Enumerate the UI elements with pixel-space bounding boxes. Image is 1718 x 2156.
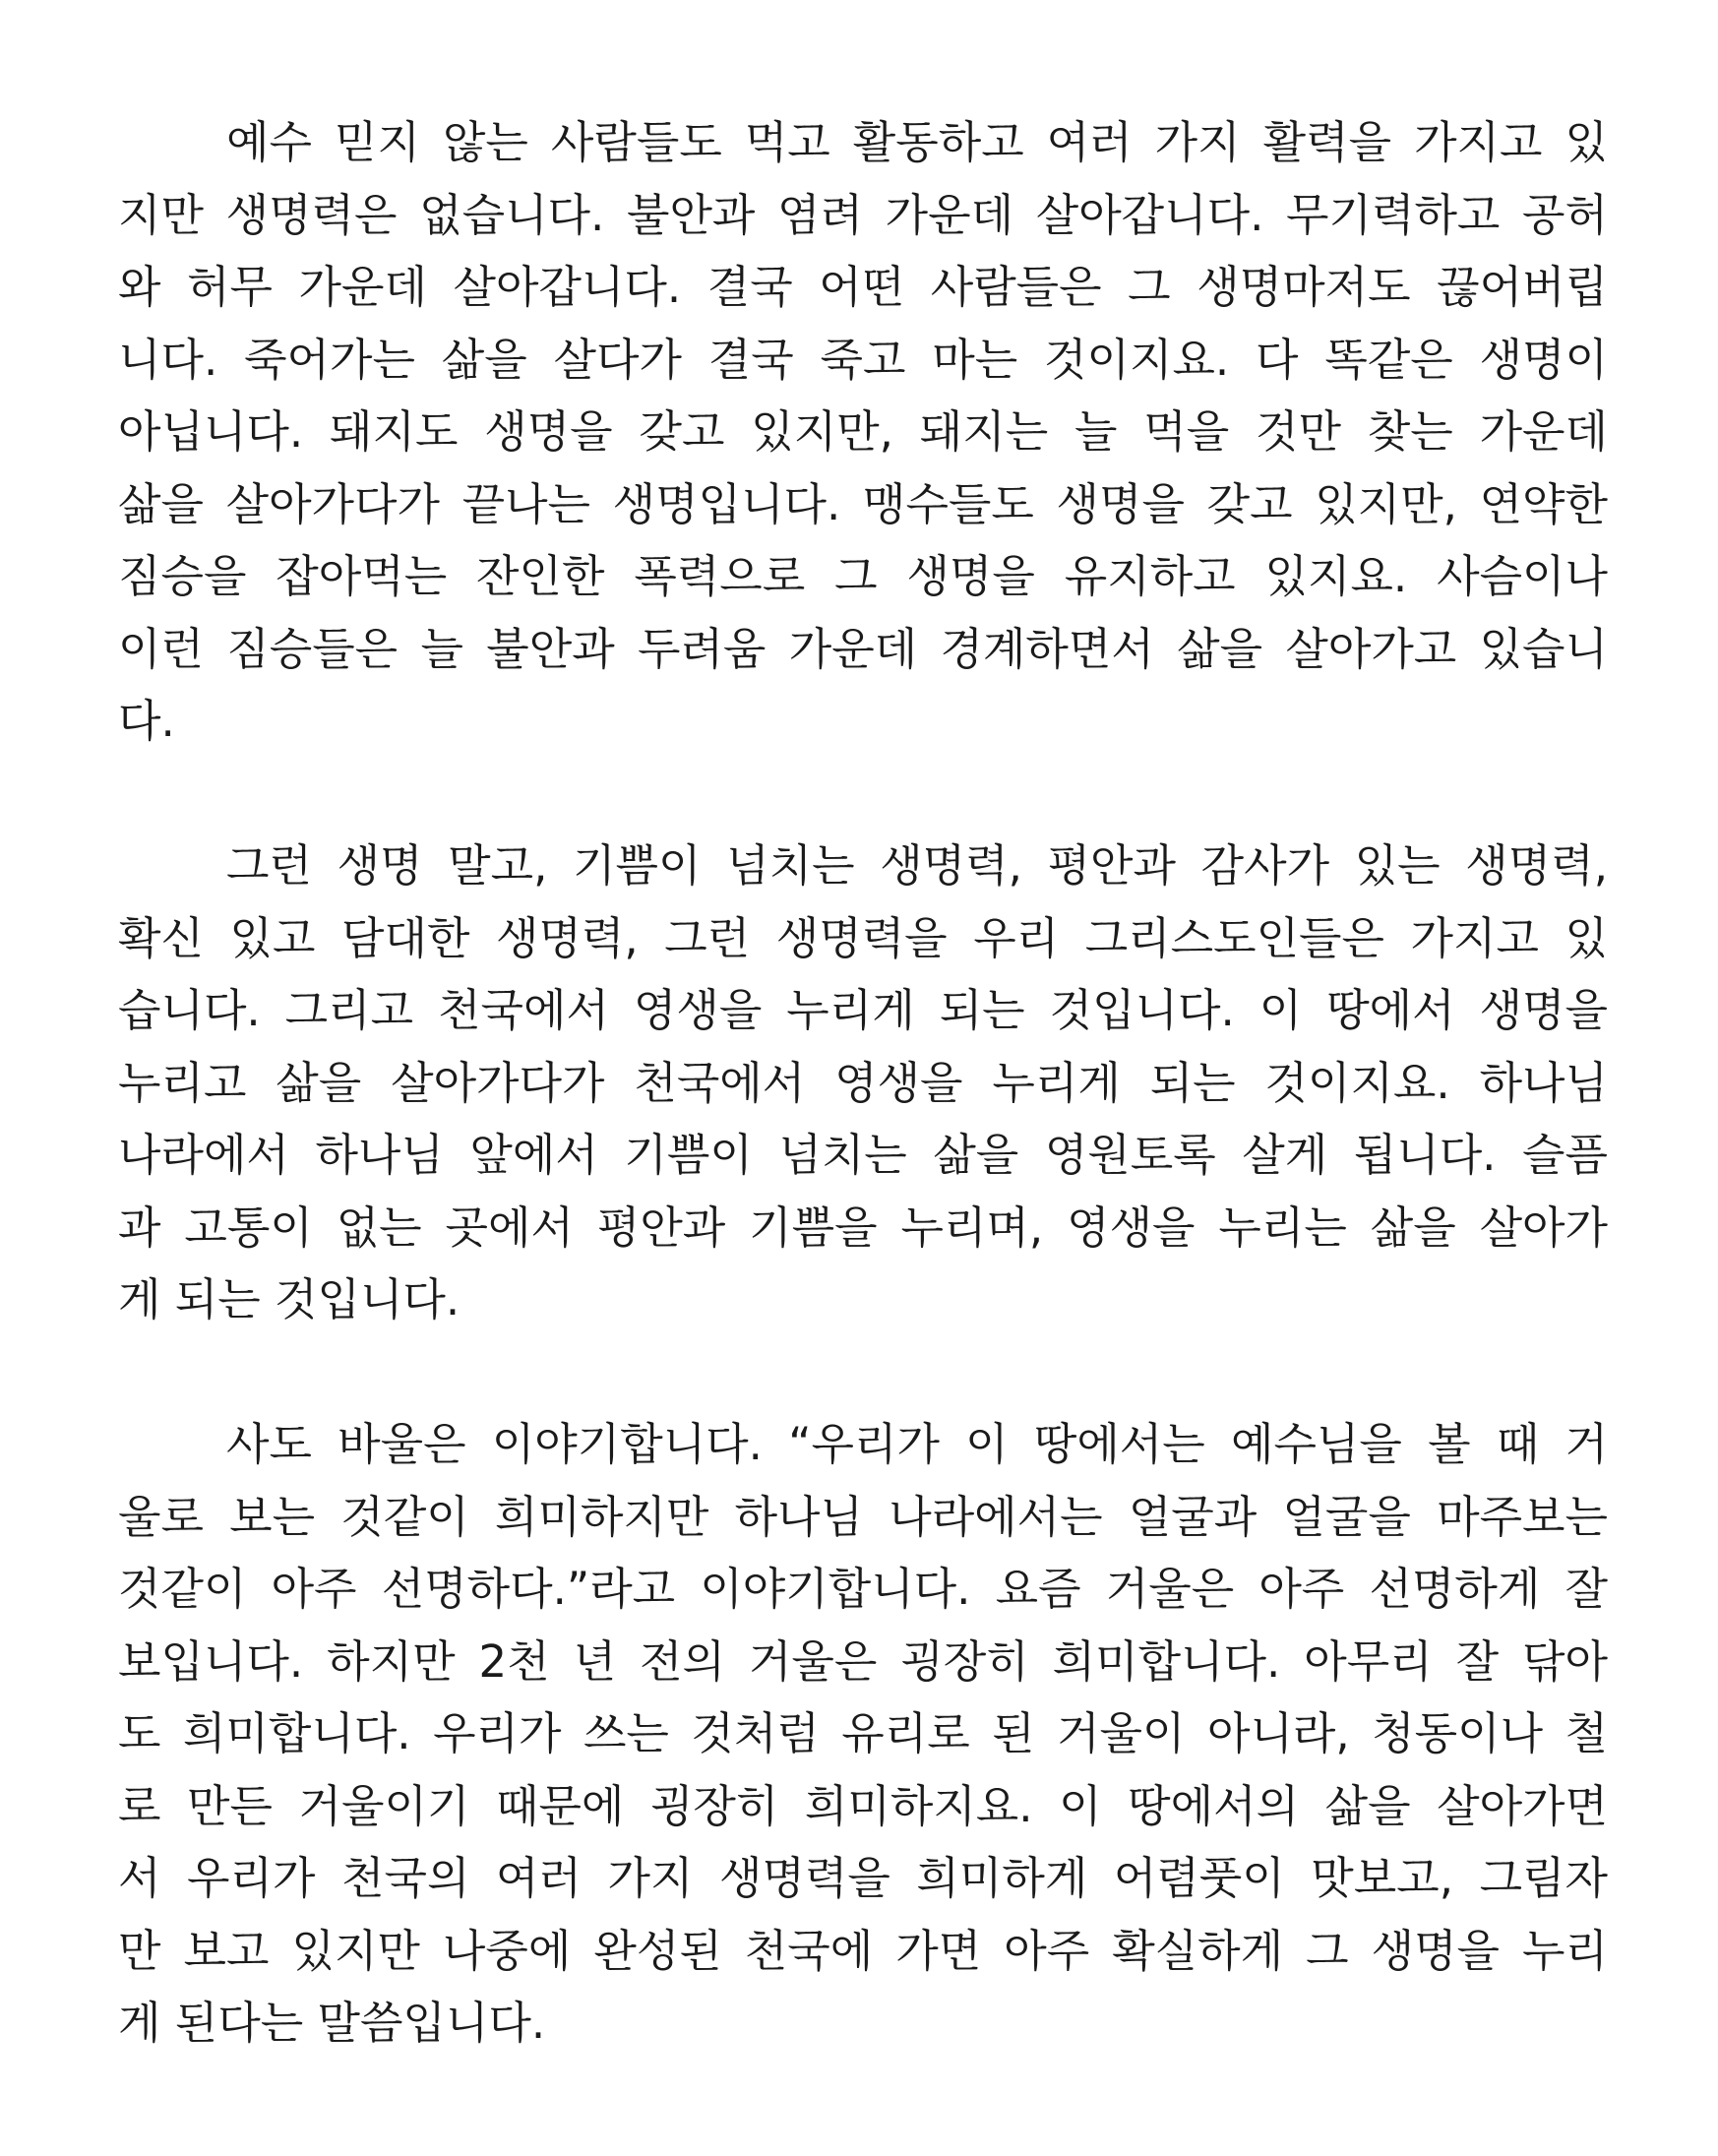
document-page	[118, 106, 1608, 2131]
text-line: 아닙니다. 돼지도 생명을 갖고 있지만, 돼지는 늘 먹을 것만 찾는 가운데	[118, 405, 1608, 458]
text-line: 니다. 죽어가는 삶을 살다가 결국 죽고 마는 것이지요. 다 똑같은 생명이	[118, 333, 1608, 386]
text-line: 짐승을 잡아먹는 잔인한 폭력으로 그 생명을 유지하고 있지요. 사슴이나	[118, 550, 1608, 602]
paragraph-2	[118, 830, 1608, 1336]
text-line: 울로 보는 것같이 희미하지만 하나님 나라에서는 얼굴과 얼굴을 마주보는	[118, 1490, 1608, 1543]
text-line: 게 되는 것입니다.	[118, 1273, 460, 1325]
text-line: 것같이 아주 선명하다.”라고 이야기합니다. 요즘 거울은 아주 선명하게 잘	[118, 1563, 1608, 1615]
text-line: 나라에서 하나님 앞에서 기쁨이 넘치는 삶을 영원토록 살게 됩니다. 슬픔	[118, 1129, 1608, 1181]
text-line: 다.	[118, 695, 175, 747]
text-line: 지만 생명력은 없습니다. 불안과 염려 가운데 살아갑니다. 무기력하고 공허	[118, 188, 1608, 241]
text-line: 게 된다는 말씀입니다.	[118, 1997, 546, 2049]
text-line: 습니다. 그리고 천국에서 영생을 누리게 되는 것입니다. 이 땅에서 생명을	[118, 984, 1608, 1036]
text-line: 보입니다. 하지만 2천 년 전의 거울은 굉장히 희미합니다. 아무리 잘 닦아	[118, 1634, 1608, 1688]
text-line: 그런 생명 말고, 기쁨이 넘치는 생명력, 평안과 감사가 있는 생명력,	[226, 839, 1608, 892]
text-line: 이런 짐승들은 늘 불안과 두려움 가운데 경계하면서 삶을 살아가고 있습니	[118, 622, 1608, 675]
text-line: 로 만든 거울이기 때문에 굉장히 희미하지요. 이 땅에서의 삶을 살아가면	[118, 1779, 1608, 1832]
text-line: 확신 있고 담대한 생명력, 그런 생명력을 우리 그리스도인들은 가지고 있	[118, 911, 1608, 964]
paragraph-1	[118, 106, 1608, 758]
text-line: 만 보고 있지만 나중에 완성된 천국에 가면 아주 확실하게 그 생명을 누리	[118, 1924, 1608, 1977]
text-line: 예수 믿지 않는 사람들도 먹고 활동하고 여러 가지 활력을 가지고 있	[226, 116, 1608, 168]
text-line: 삶을 살아가다가 끝나는 생명입니다. 맹수들도 생명을 갖고 있지만, 연약한	[118, 477, 1608, 530]
text-line: 도 희미합니다. 우리가 쓰는 것처럼 유리로 된 거울이 아니라, 청동이나 철	[118, 1707, 1608, 1759]
text-line: 과 고통이 없는 곳에서 평안과 기쁨을 누리며, 영생을 누리는 삶을 살아가	[118, 1201, 1608, 1254]
text-line: 서 우리가 천국의 여러 가지 생명력을 희미하게 어렴풋이 맛보고, 그림자	[118, 1852, 1608, 1904]
paragraph-3	[118, 1408, 1608, 2060]
text-line: 사도 바울은 이야기합니다. “우리가 이 땅에서는 예수님을 볼 때 거	[226, 1418, 1608, 1470]
text-line: 와 허무 가운데 살아갑니다. 결국 어떤 사람들은 그 생명마저도 끊어버립	[118, 261, 1608, 313]
text-line: 누리고 삶을 살아가다가 천국에서 영생을 누리게 되는 것이지요. 하나님	[118, 1056, 1608, 1109]
